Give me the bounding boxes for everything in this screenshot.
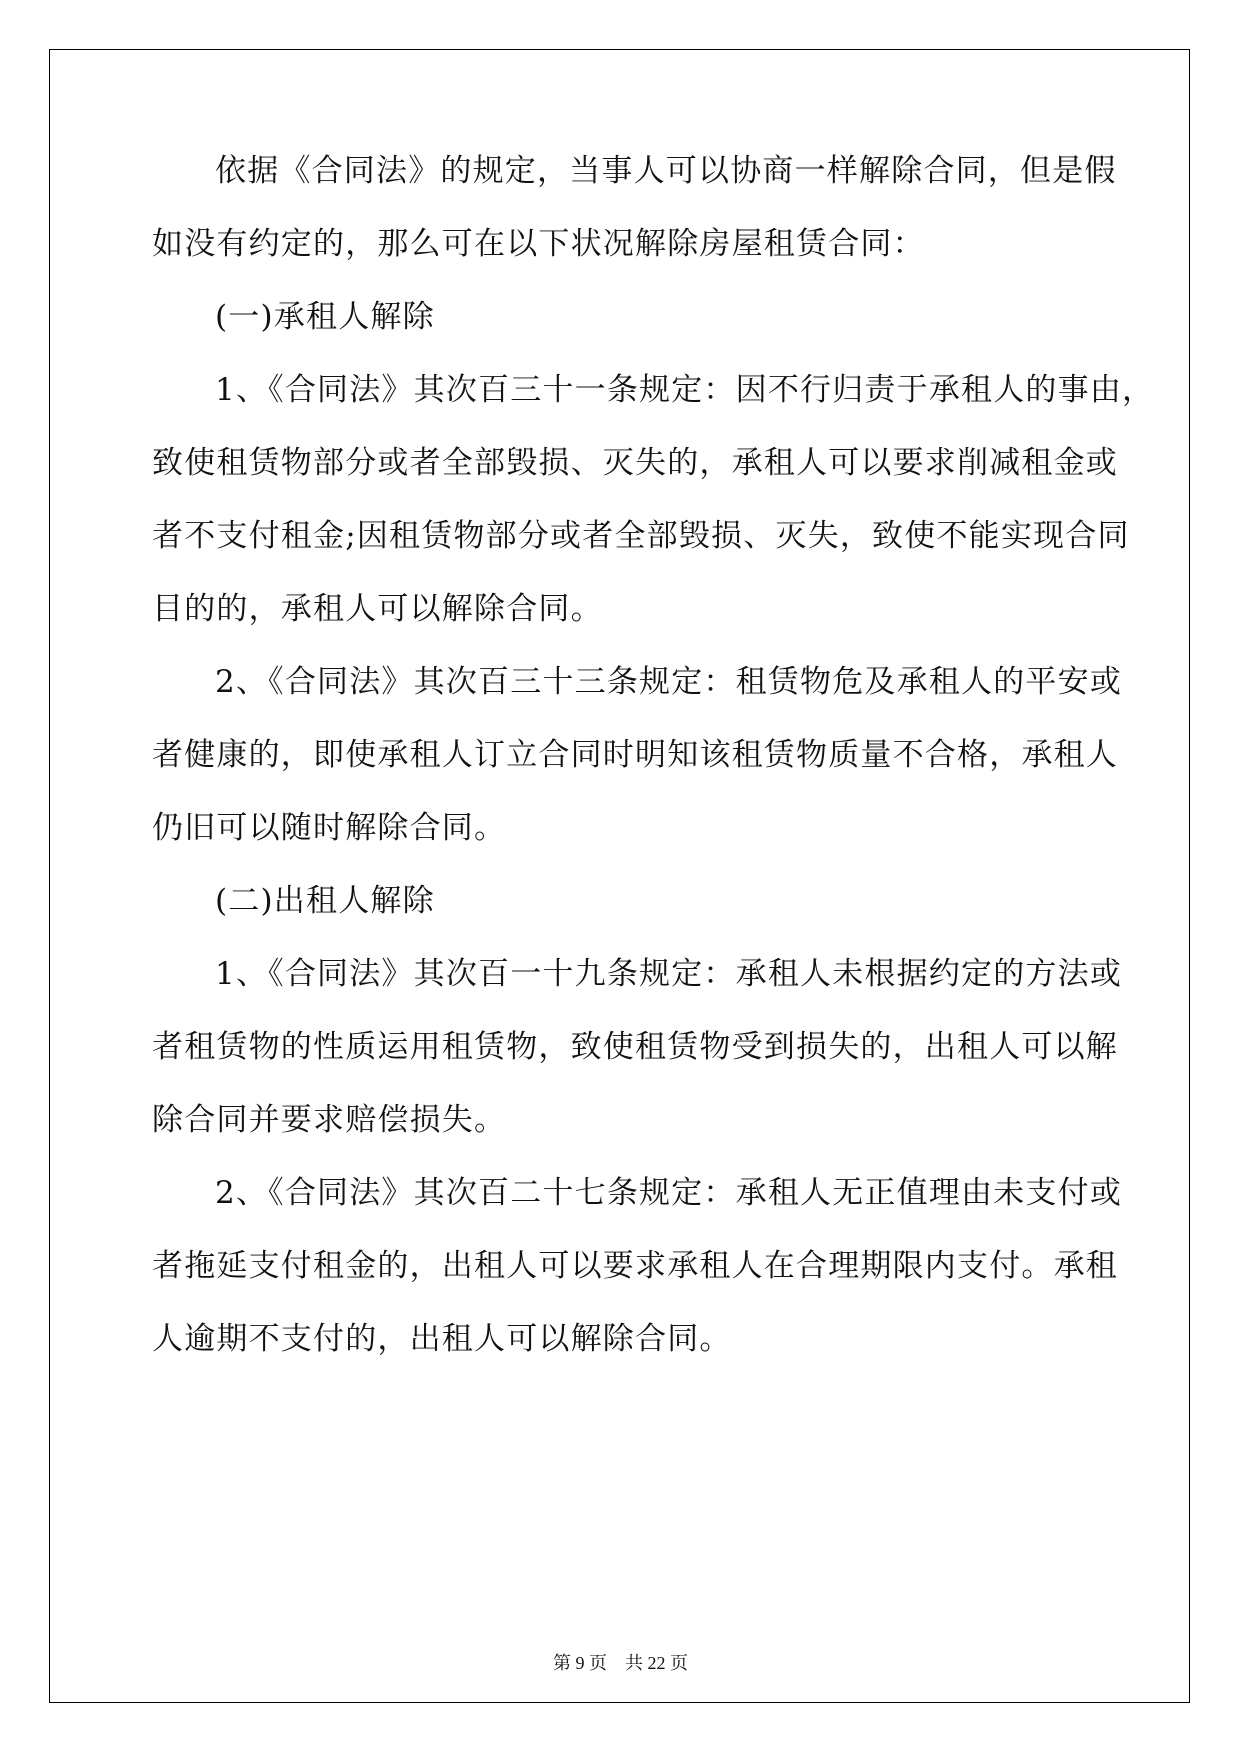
paragraph-line: 1、《合同法》其次百三十一条规定：因不行归责于承租人的事由， xyxy=(215,372,1155,408)
section-heading: (一)承租人解除 xyxy=(215,299,435,335)
paragraph-line: 1、《合同法》其次百一十九条规定：承租人未根据约定的方法或 xyxy=(215,956,1123,992)
paragraph-line: 人逾期不支付的，出租人可以解除合同。 xyxy=(152,1321,732,1357)
paragraph-line: 致使租赁物部分或者全部毁损、灭失的，承租人可以要求削减租金或 xyxy=(152,445,1118,481)
paragraph-line: 者健康的，即使承租人订立合同时明知该租赁物质量不合格，承租人 xyxy=(152,737,1118,773)
paragraph-line: 2、《合同法》其次百三十三条规定：租赁物危及承租人的平安或 xyxy=(215,664,1123,700)
paragraph-line: 目的的，承租人可以解除合同。 xyxy=(152,591,603,627)
paragraph-line: 仍旧可以随时解除合同。 xyxy=(152,810,507,846)
paragraph-line: 者拖延支付租金的，出租人可以要求承租人在合理期限内支付。承租 xyxy=(152,1248,1118,1284)
section-heading: (二)出租人解除 xyxy=(215,883,435,919)
paragraph-line: 如没有约定的，那么可在以下状况解除房屋租赁合同： xyxy=(152,226,925,262)
page-number-footer: 第 9 页 共 22 页 xyxy=(553,1653,688,1673)
paragraph-line: 依据《合同法》的规定，当事人可以协商一样解除合同，但是假 xyxy=(215,153,1117,189)
paragraph-line: 2、《合同法》其次百二十七条规定：承租人无正值理由未支付或 xyxy=(215,1175,1123,1211)
paragraph-line: 者租赁物的性质运用租赁物，致使租赁物受到损失的，出租人可以解 xyxy=(152,1029,1118,1065)
paragraph-line: 除合同并要求赔偿损失。 xyxy=(152,1102,507,1138)
paragraph-line: 者不支付租金;因租赁物部分或者全部毁损、灭失，致使不能实现合同 xyxy=(152,518,1130,554)
